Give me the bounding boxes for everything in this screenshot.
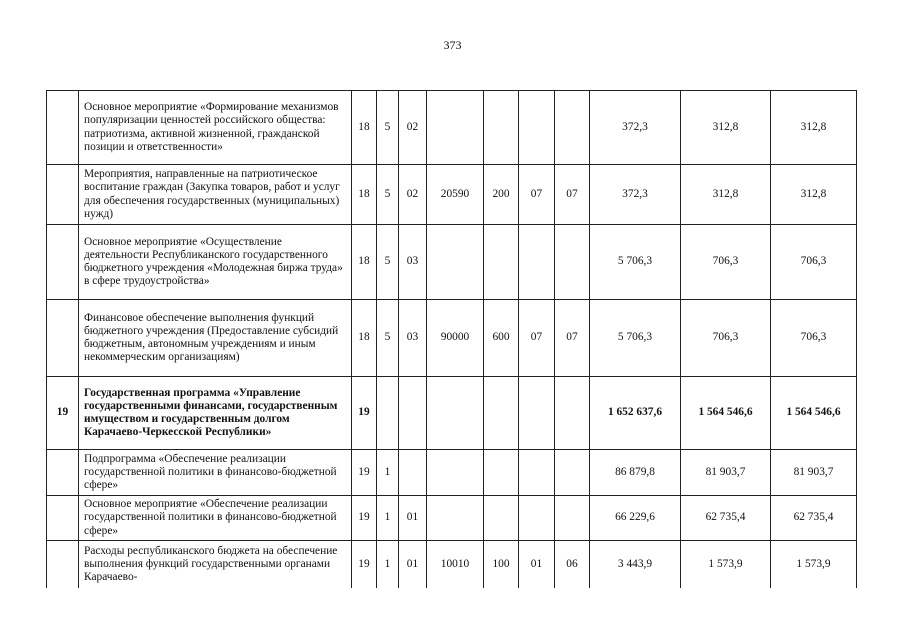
code-cell: 01 [399,541,427,588]
row-index [47,91,79,165]
code-cell: 02 [399,165,427,225]
amount-cell: 81 903,7 [681,450,771,496]
table-row [47,541,857,588]
row-name: Финансовое обеспечение выполнения функций бюджетного учреждения (Предоставление субсидий бюджетным, автономным учреждениям и иным некоммерческим организациям) [79,300,352,377]
amount-cell: 66 229,6 [590,496,681,541]
code-cell: 5 [377,165,399,225]
code-cell: 1 [377,450,399,496]
row-index [47,496,79,541]
code-cell: 18 [352,165,377,225]
code-cell: 19 [352,496,377,541]
amount-cell: 81 903,7 [771,450,857,496]
code-cell: 02 [399,91,427,165]
amount-cell: 372,3 [590,165,681,225]
code-cell [519,225,555,300]
amount-cell: 312,8 [771,91,857,165]
code-cell: 01 [399,496,427,541]
code-cell: 5 [377,300,399,377]
amount-cell: 62 735,4 [771,496,857,541]
amount-cell: 62 735,4 [681,496,771,541]
code-cell: 06 [555,541,590,588]
code-cell [519,91,555,165]
code-cell [427,377,484,450]
amount-cell: 706,3 [771,225,857,300]
amount-cell: 706,3 [771,300,857,377]
row-name: Расходы республиканского бюджета на обеспечение выполнения функций государственными органами Карачаево- [79,541,352,588]
row-name: Основное мероприятие «Формирование механизмов популяризации ценностей российского общества: патриотизма, активной жизненной, гражданской позиции и ответственности» [79,91,352,165]
amount-cell: 5 706,3 [590,225,681,300]
amount-cell: 1 564 546,6 [771,377,857,450]
code-cell: 01 [519,541,555,588]
code-cell: 18 [352,225,377,300]
amount-cell: 3 443,9 [590,541,681,588]
table-row [47,300,857,377]
code-cell: 07 [519,165,555,225]
code-cell: 07 [555,165,590,225]
table-row [47,450,857,496]
table-row [47,377,857,450]
code-cell [555,91,590,165]
code-cell [484,496,519,541]
row-name: Основное мероприятие «Осуществление деятельности Республиканского государственного бюджетного учреждения «Молодежная биржа труда» в сфере трудоустройства» [79,225,352,300]
amount-cell: 706,3 [681,300,771,377]
code-cell: 1 [377,496,399,541]
amount-cell: 1 573,9 [771,541,857,588]
amount-cell: 312,8 [771,165,857,225]
table-row [47,225,857,300]
code-cell [427,91,484,165]
amount-cell: 86 879,8 [590,450,681,496]
row-name: Государственная программа «Управление государственными финансами, государственным имуществом и государственным долгом Карачаево-Черкесской Республики» [79,377,352,450]
code-cell: 5 [377,225,399,300]
table-row [47,91,857,165]
code-cell [484,225,519,300]
code-cell [519,377,555,450]
code-cell [427,496,484,541]
amount-cell: 1 573,9 [681,541,771,588]
code-cell [555,450,590,496]
code-cell: 600 [484,300,519,377]
row-index [47,165,79,225]
code-cell: 90000 [427,300,484,377]
amount-cell: 312,8 [681,165,771,225]
row-index [47,541,79,588]
row-index [47,450,79,496]
code-cell [427,225,484,300]
code-cell [484,450,519,496]
code-cell: 07 [555,300,590,377]
code-cell: 19 [352,450,377,496]
table-row [47,496,857,541]
code-cell: 18 [352,300,377,377]
code-cell [555,225,590,300]
row-index: 19 [47,377,79,450]
code-cell: 1 [377,541,399,588]
amount-cell: 5 706,3 [590,300,681,377]
row-index [47,225,79,300]
code-cell: 100 [484,541,519,588]
code-cell [555,377,590,450]
code-cell: 5 [377,91,399,165]
code-cell: 20590 [427,165,484,225]
amount-cell: 312,8 [681,91,771,165]
row-name: Основное мероприятие «Обеспечение реализации государственной политики в финансово-бюджетной сфере» [79,496,352,541]
amount-cell: 372,3 [590,91,681,165]
code-cell [377,377,399,450]
code-cell [555,496,590,541]
code-cell [519,450,555,496]
code-cell [427,450,484,496]
code-cell: 19 [352,541,377,588]
code-cell [399,377,427,450]
row-name: Подпрограмма «Обеспечение реализации государственной политики в финансово-бюджетной сфере» [79,450,352,496]
code-cell: 07 [519,300,555,377]
budget-table [46,90,857,588]
page-number: 373 [443,38,462,52]
code-cell [484,91,519,165]
amount-cell: 1 564 546,6 [681,377,771,450]
row-name: Мероприятия, направленные на патриотическое воспитание граждан (Закупка товаров, работ и услуг для обеспечения государственных (муниципальных) нужд) [79,165,352,225]
code-cell: 03 [399,300,427,377]
row-index [47,300,79,377]
code-cell: 10010 [427,541,484,588]
code-cell [399,450,427,496]
code-cell [519,496,555,541]
amount-cell: 706,3 [681,225,771,300]
code-cell: 200 [484,165,519,225]
code-cell [484,377,519,450]
code-cell: 18 [352,91,377,165]
table-row [47,165,857,225]
amount-cell: 1 652 637,6 [590,377,681,450]
code-cell: 03 [399,225,427,300]
code-cell: 19 [352,377,377,450]
